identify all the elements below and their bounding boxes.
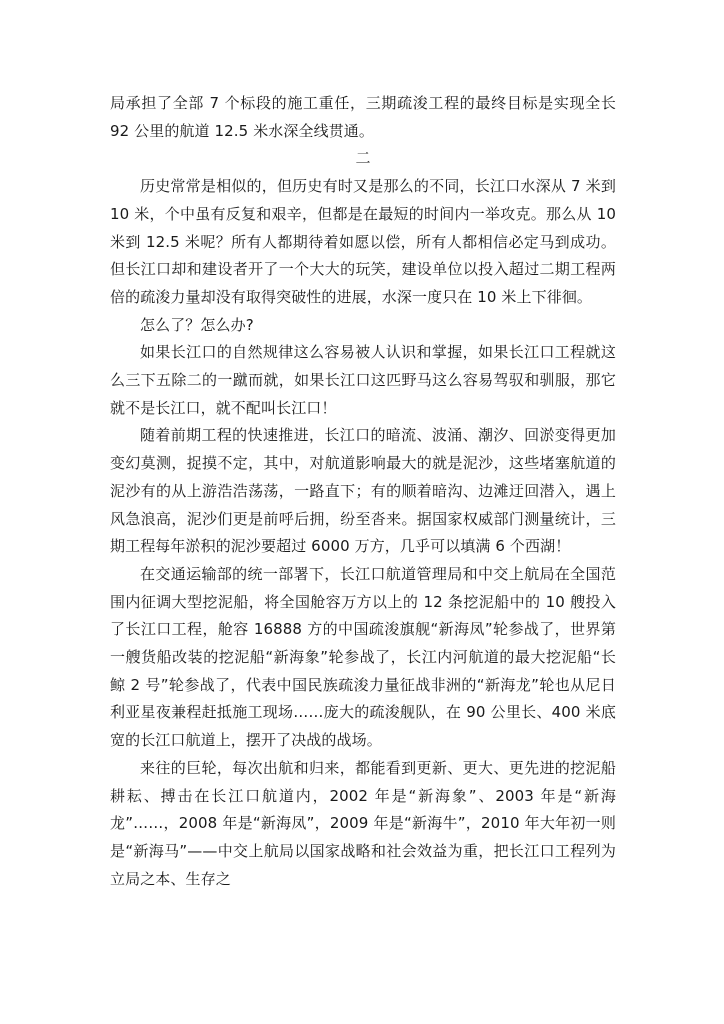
paragraph-continuation: 局承担了全部 7 个标段的施工重任，三期疏浚工程的最终目标是实现全长 92 公里的航道 12.5 米水深全线贯通。 bbox=[110, 94, 616, 140]
paragraph-ships: 来往的巨轮，每次出航和归来，都能看到更新、更大、更先进的挖泥船耕耘、搏击在长江口航道内，2002 年是“新海象”、2003 年是“新海龙”……，2008 年是“新海凤”，2009 年是“新海牛”，2010 年大年初一则是“新海马”——中交上航局以国家战略和社会效益为重，把长江口工程列为立局之本、生存之 bbox=[110, 758, 616, 888]
document-page bbox=[110, 90, 616, 893]
section-heading: 二 bbox=[355, 149, 371, 168]
paragraph-question: 怎么了？怎么办? bbox=[140, 315, 254, 334]
paragraph-history: 历史常常是相似的，但历史有时又是那么的不同，长江口水深从 7 米到 10 米，个中虽有反复和艰辛，但都是在最短的时间内一举攻克。那么从 10 米到 12.5 米呢？所有人都期待着如愿以偿，所有人都相信必定马到成功。但长江口却和建设者开了一个大大的玩笑，建设单位以投入超过二期工程两倍的疏浚力量却没有取得突破性的进展，水深一度只在 10 米上下徘徊。 bbox=[110, 177, 616, 306]
paragraph-natural-law: 如果长江口的自然规律这么容易被人认识和掌握，如果长江口工程就这么三下五除二的一蹴而就，如果长江口这匹野马这么容易驾驭和驯服，那它就不是长江口，就不配叫长江口！ bbox=[110, 343, 616, 417]
paragraph-dredgers: 在交通运输部的统一部署下，长江口航道管理局和中交上航局在全国范围内征调大型挖泥船，将全国舱容万方以上的 12 条挖泥船中的 10 艘投入了长江口工程，舱容 16888 方的中国疏浚旗舰“新海凤”轮参战了，世界第一艘货船改装的挖泥船“新海象”轮参战了，长江内河航道的最大挖泥船“长鲸 2 号”轮参战了，代表中国民族疏浚力量征战非洲的“新海龙”轮也从尼日利亚星夜兼程赶抵施工现场……庞大的疏浚舰队，在 90 公里长、400 米底宽的长江口航道上，摆开了决战的战场。 bbox=[110, 564, 616, 750]
paragraph-sediment: 随着前期工程的快速推进，长江口的暗流、波涌、潮汐、回淤变得更加变幻莫测，捉摸不定，其中，对航道影响最大的就是泥沙，这些堵塞航道的泥沙有的从上游浩浩荡荡，一路直下；有的顺着暗沟、边滩迂回潜入，遇上风急浪高，泥沙们更是前呼后拥，纷至沓来。据国家权威部门测量统计，三期工程每年淤积的泥沙要超过 6000 万方，几乎可以填满 6 个西湖！ bbox=[110, 426, 616, 556]
